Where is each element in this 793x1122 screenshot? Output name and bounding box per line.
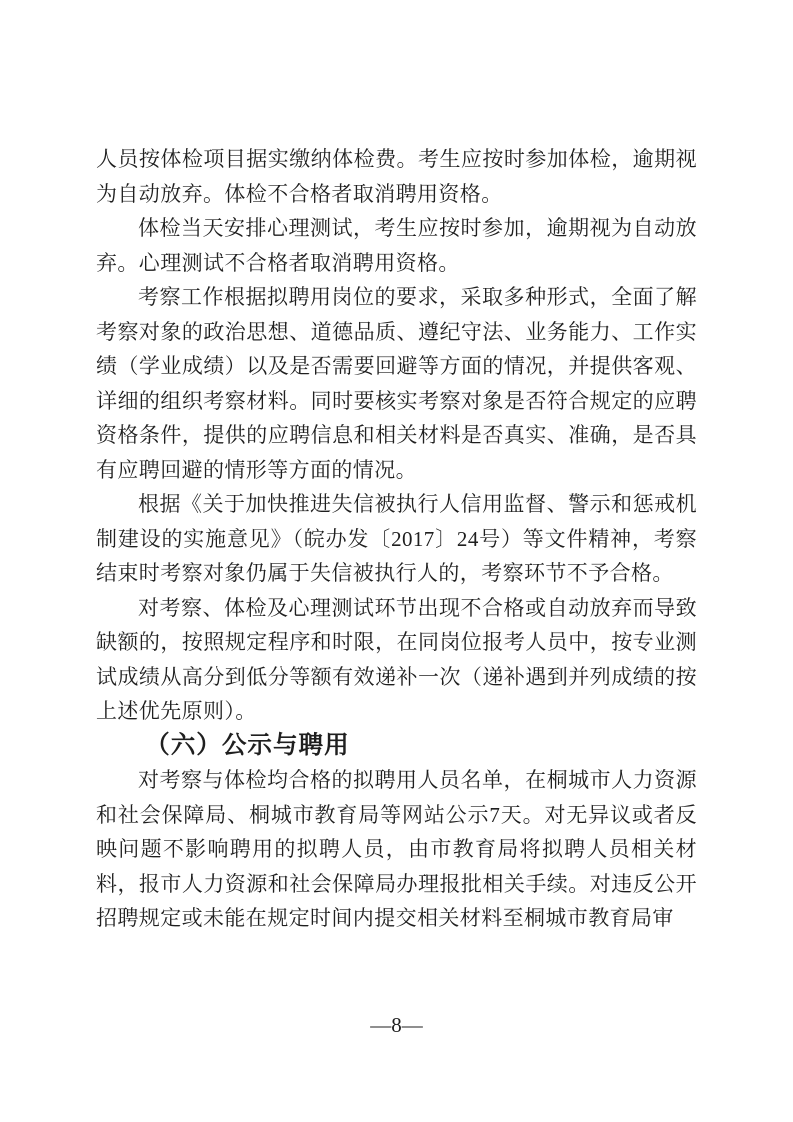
- paragraph-psychological-test: 体检当天安排心理测试，考生应按时参加，逾期视为自动放弃。心理测试不合格者取消聘用资格。: [96, 216, 697, 275]
- paragraph-dishonest-executee-policy: 根据《关于加快推进失信被执行人信用监督、警示和惩戒机制建设的实施意见》（皖办发〔2017〕24号）等文件精神，考察结束时考察对象仍属于失信被执行人的，考察环节不予合格。: [96, 492, 697, 585]
- paragraph-medical-exam-fee: 人员按体检项目据实缴纳体检费。考生应按时参加体检，逾期视为自动放弃。体检不合格者取消聘用资格。: [96, 147, 697, 206]
- paragraph-publicity-procedure: 对考察与体检均合格的拟聘用人员名单，在桐城市人力资源和社会保障局、桐城市教育局等网站公示7天。对无异议或者反映问题不影响聘用的拟聘人员，由市教育局将拟聘人员相关材料，报市人力资源和社会保障局办理报批相关手续。对违反公开招聘规定或未能在规定时间内提交相关材料至桐城市教育局审: [96, 768, 697, 930]
- section-heading-publicity-and-employment: （六）公示与聘用: [145, 731, 350, 759]
- paragraph-vacancy-replacement: 对考察、体检及心理测试环节出现不合格或自动放弃而导致缺额的，按照规定程序和时限，在同岗位报考人员中，按专业测试成绩从高分到低分等额有效递补一次（递补遇到并列成绩的按上述优先原则）。: [96, 595, 697, 723]
- document-body: [96, 142, 697, 936]
- page-number: —8—: [370, 1013, 423, 1037]
- paragraph-inspection-work: 考察工作根据拟聘用岗位的要求，采取多种形式，全面了解考察对象的政治思想、道德品质、遵纪守法、业务能力、工作实绩（学业成绩）以及是否需要回避等方面的情况，并提供客观、详细的组织考察材料。同时要核实考察对象是否符合规定的应聘资格条件，提供的应聘信息和相关材料是否真实、准确，是否具有应聘回避的情形等方面的情况。: [96, 285, 697, 482]
